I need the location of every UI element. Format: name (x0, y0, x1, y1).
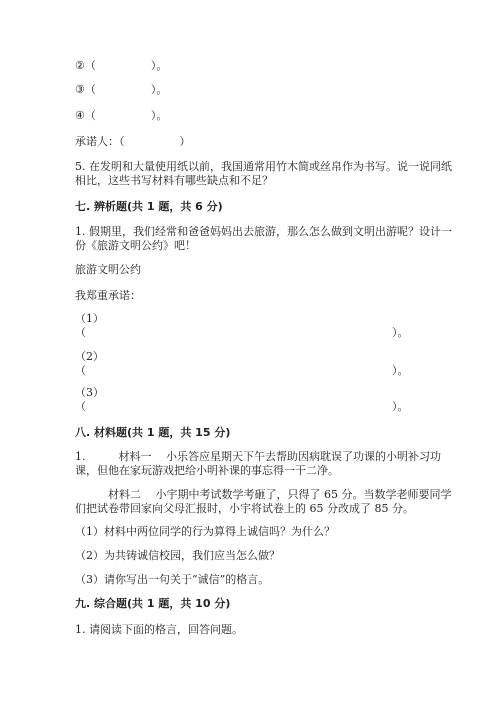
answer-item-4: ④（ ）。 (75, 109, 168, 122)
convention-title: 旅游文明公约 (75, 263, 141, 276)
material-1-line-1: 1. 材料一 小乐答应星期天下午去帮助因病耽误了功课的小明补习功 (75, 450, 441, 463)
answer-item-3: ③（ ）。 (75, 83, 168, 96)
promise-2-close-paren: ）。 (392, 364, 409, 377)
section-7-title: 七. 辨析题(共 1 题，共 6 分) (75, 200, 223, 213)
promise-3-number: （3） (75, 386, 104, 399)
section-9-title: 九. 综合题(共 1 题，共 10 分) (75, 597, 231, 610)
promise-2-number: （2） (75, 350, 104, 363)
promise-2-open-paren: （ (75, 364, 86, 377)
promise-1-open-paren: （ (75, 326, 86, 339)
section-8-title: 八. 材料题(共 1 题，共 15 分) (75, 426, 231, 439)
sub-question-2: （2）为共铸诚信校园，我们应当怎么做？ (75, 549, 280, 562)
promise-3-close-paren: ）。 (392, 400, 409, 413)
material-2-line-2: 们把试卷带回家向父母汇报时，小宇将试卷上的 65 分改成了 85 分。 (75, 502, 414, 515)
sub-question-1: （1）材料中两位同学的行为算得上诚信吗？为什么？ (75, 525, 335, 538)
promise-1-number: （1） (75, 312, 104, 325)
answer-item-2: ②（ ）。 (75, 59, 168, 72)
material-1-line-2: 课，但他在家玩游戏把给小明补课的事忘得一干二净。 (75, 464, 339, 477)
promise-1-close-paren: ）。 (392, 326, 409, 339)
sub-question-3: （3）请你写出一句关于“诚信”的格言。 (75, 573, 270, 586)
promise-3-open-paren: （ (75, 400, 86, 413)
question-7-line-2: 份《旅游文明公约》吧！ (75, 239, 196, 252)
promiser-line: 承诺人：（ ） (75, 135, 191, 148)
question-9-line-1: 1. 请阅读下面的格言，回答问题。 (75, 623, 243, 636)
question-5-line-2: 相比，这些书写材料有哪些缺点和不足？ (75, 174, 273, 187)
material-2-line-1: 材料二 小宇期中考试数学考砸了，只得了 65 分。当数学老师要同学 (75, 488, 452, 501)
question-5-line-1: 5. 在发明和大量使用纸以前，我国通常用竹木简或丝帛作为书写。说一说同纸 (75, 160, 452, 173)
question-7-line-1: 1. 假期里，我们经常和爸爸妈妈出去旅游，那么怎么做到文明出游呢？设计一 (75, 225, 452, 238)
solemn-promise-label: 我郑重承诺： (75, 289, 141, 302)
